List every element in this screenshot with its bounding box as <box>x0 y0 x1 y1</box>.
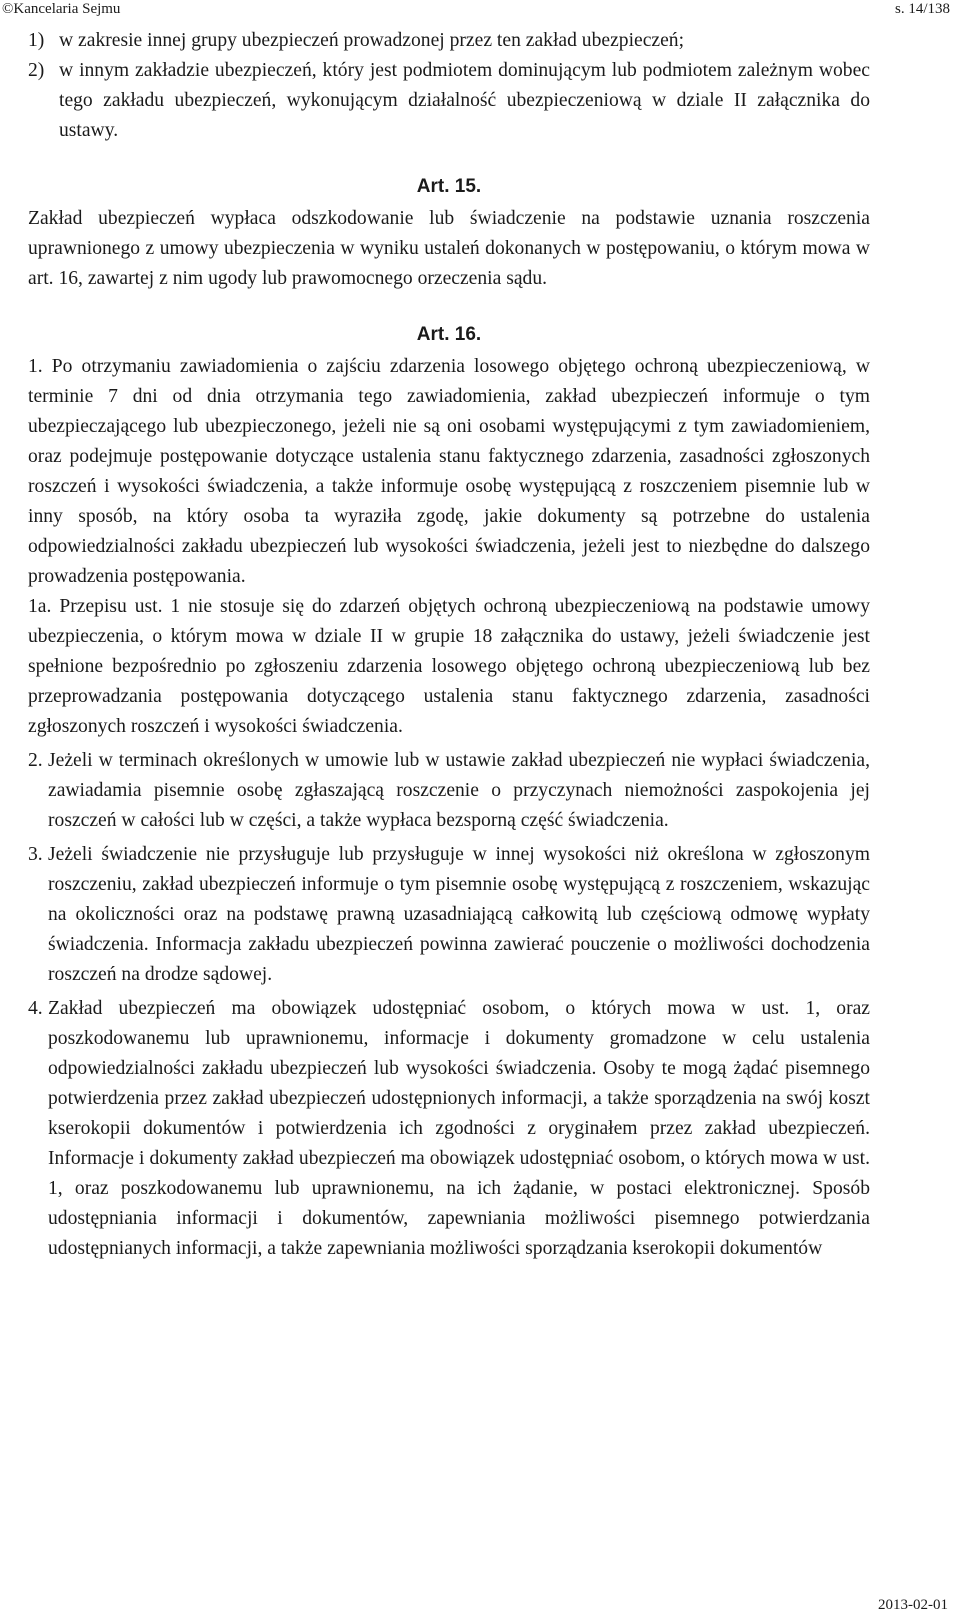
ust-text: Jeżeli świadczenie nie przysługuje lub przysługuje w innej wysokości niż określona w zgłoszonym roszczeniu, zakład ubezpieczeń informuje o tym pisemnie osobę występującą z roszczeniem, wskazując na okoliczności oraz na podstawę prawną uzasadniającą całkowitą lub częściową odmowę wypłaty świadczenia. Informacja zakładu ubezpieczeń powinna zawierać pouczenie o możliwości dochodzenia roszczeń na drodze sądowej. <box>48 844 870 985</box>
document-body <box>28 26 870 1264</box>
list-item-text: w zakresie innej grupy ubezpieczeń prowadzonej przez ten zakład ubezpieczeń; <box>59 30 685 51</box>
article-16-ust-3 <box>28 840 870 990</box>
article-16-heading: Art. 16. <box>416 324 482 345</box>
page-header <box>0 0 960 22</box>
article-16-ust-4 <box>28 994 870 1264</box>
ust-text: Przepisu ust. 1 nie stosuje się do zdarzeń objętych ochroną ubezpieczeniową na podstawie umowy ubezpieczenia, o którym mowa w dziale II w grupie 18 załącznika do ustawy, jeżeli świadczenie jest spełnione bezpośrednio po zgłoszeniu zdarzenia losowego objętego ochroną ubezpieczeniową lub bez przeprowadzania postępowania dotyczącego ustalenia stanu faktycznego zdarzenia, zasadności zgłoszonych roszczeń i wysokości świadczenia. <box>28 596 871 737</box>
copyright-label: ©Kancelaria Sejmu <box>2 1 121 17</box>
list-item-text: w innym zakładzie ubezpieczeń, który jest podmiotem dominującym lub podmiotem zależnym wobec tego zakładu ubezpieczeń, wykonującym działalność ubezpieczeniową w dziale II załącznika do ustawy. <box>59 60 870 141</box>
document-date: 2013-02-01 <box>878 1597 948 1613</box>
article-15-text: Zakład ubezpieczeń wypłaca odszkodowanie lub świadczenie na podstawie uznania roszczenia uprawnionego z umowy ubezpieczenia w wyniku ustaleń dokonanych w postępowaniu, o którym mowa w art. 16, zawartej z nim ugody lub prawomocnego orzeczenia sądu. <box>28 208 870 289</box>
list-item <box>28 26 870 56</box>
ust-number: 2. <box>28 750 43 771</box>
list-item <box>28 56 870 146</box>
article-15-heading: Art. 15. <box>416 176 482 197</box>
article-16-ust-2 <box>28 746 870 836</box>
article-16-ust-1a <box>28 592 870 742</box>
ust-number: 4. <box>28 998 43 1019</box>
ust-number: 1a. <box>28 596 52 617</box>
ust-number: 3. <box>28 844 43 865</box>
list-item-number: 2) <box>28 60 45 81</box>
ust-text: Zakład ubezpieczeń ma obowiązek udostępniać osobom, o których mowa w ust. 1, oraz poszkodowanemu lub uprawnionemu, informacje i dokumenty gromadzone w celu ustalenia odpowiedzialności zakładu ubezpieczeń lub wysokości świadczenia. Osoby te mogą żądać pisemnego potwierdzenia przez zakład ubezpieczeń udostępnionych informacji, a także sporządzenia na swój koszt kserokopii dokumentów i potwierdzenia ich zgodności z oryginałem przez zakład ubezpieczeń. Informacje i dokumenty zakład ubezpieczeń ma obowiązek udostępniać osobom, o których mowa w ust. 1, oraz poszkodowanemu lub uprawnionemu, na ich żądanie, w postaci elektronicznej. Sposób udostępniania informacji i dokumentów, zapewniania możliwości pisemnego potwierdzania udostępnianych informacji, a także zapewniania możliwości sporządzania kserokopii dokumentów <box>48 998 870 1259</box>
ust-text: Jeżeli w terminach określonych w umowie lub w ustawie zakład ubezpieczeń nie wypłaci świadczenia, zawiadamia pisemnie osobę zgłaszającą roszczenie o przyczynach niemożności zaspokojenia jej roszczeń w całości lub w części, a także wypłaca bezsporną część świadczenia. <box>48 750 870 831</box>
article-16-ust-1: 1. Po otrzymaniu zawiadomienia o zajściu zdarzenia losowego objętego ochroną ubezpieczeniową, w terminie 7 dni od dnia otrzymania tego zawiadomienia, zakład ubezpieczeń informuje o tym ubezpieczającego lub ubezpieczonego, jeżeli nie są oni osobami występującymi z tym zawiadomieniem, oraz podejmuje postępowanie dotyczące ustalenia stanu faktycznego zdarzenia, zasadności zgłoszonych roszczeń i wysokości świadczenia, a także informuje osobę występującą z roszczeniem pisemnie lub w inny sposób, na który osoba ta wyraziła zgodę, jakie dokumenty są potrzebne do ustalenia odpowiedzialności zakładu ubezpieczeń lub wysokości świadczenia, jeżeli jest to niezbędne do dalszego prowadzenia postępowania. <box>28 356 870 587</box>
list-item-number: 1) <box>28 30 45 51</box>
page-number: s. 14/138 <box>894 1 950 17</box>
